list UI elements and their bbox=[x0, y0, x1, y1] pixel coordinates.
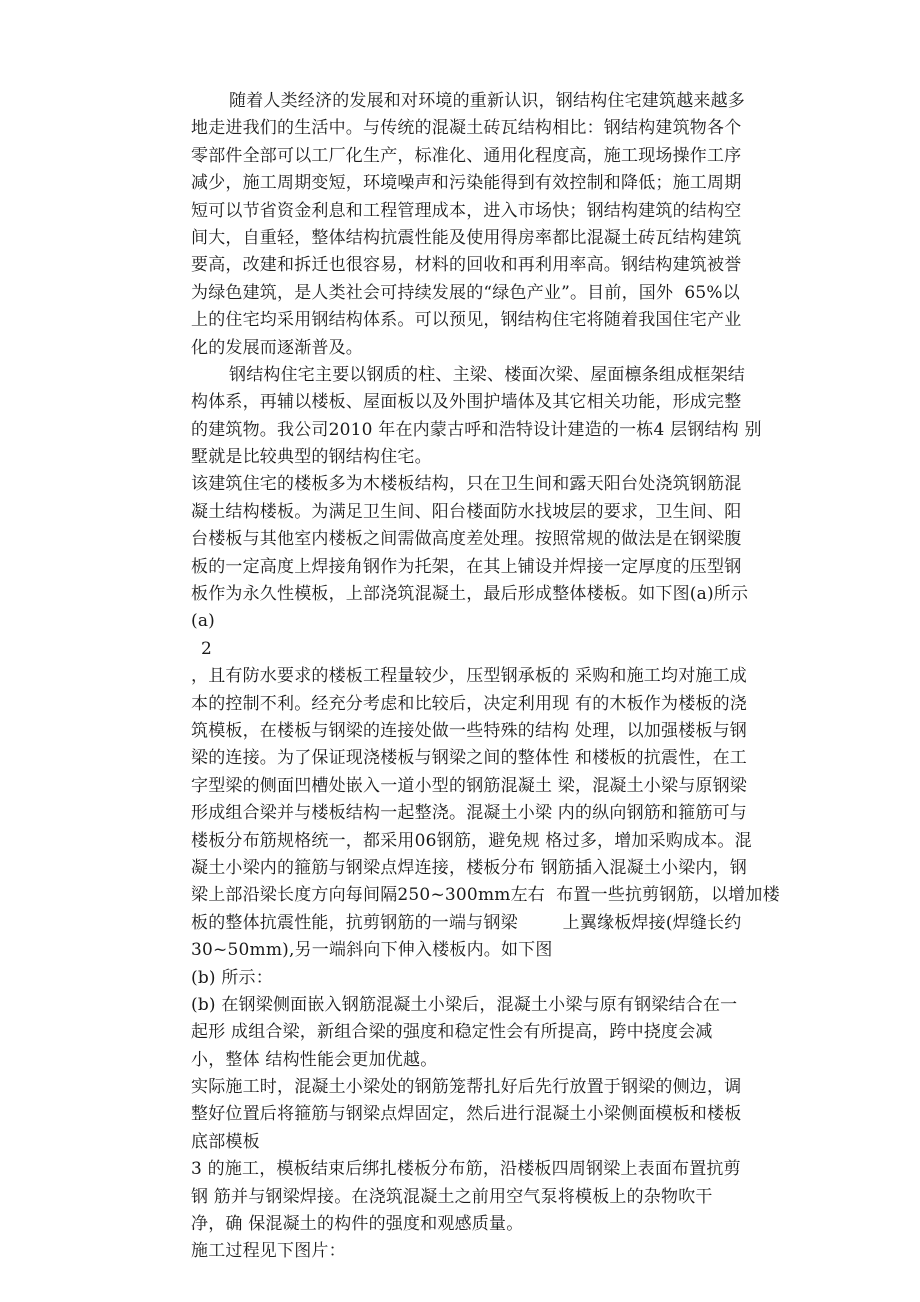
paragraph-line: 楼板分布筋规格统一，都采用06钢筋，避免规 格过多，增加采购成本。混 bbox=[191, 830, 752, 851]
paragraph-line: ，且有防水要求的楼板工程量较少，压型钢承板的 采购和施工均对施工成 bbox=[191, 666, 748, 687]
figure-reference: (b) 所示： bbox=[191, 967, 273, 988]
paragraph-line: 钢 筋并与钢梁焊接。在浇筑混凝土之前用空气泵将模板上的杂物吹干 bbox=[191, 1186, 713, 1207]
paragraph-line: 间大，自重轻，整体结构抗震性能及使用得房率都比混凝土砖瓦结构建筑 bbox=[191, 227, 742, 248]
paragraph-line: 筑模板，在楼板与钢梁的连接处做一些特殊的结构 处理，以加强楼板与钢 bbox=[191, 720, 748, 741]
paragraph-line: 地走进我们的生活中。与传统的混凝土砖瓦结构相比：钢结构建筑物各个 bbox=[191, 118, 742, 139]
paragraph-line: 形成组合梁并与楼板结构一起整浇。混凝土小梁 内的纵向钢筋和箍筋可与 bbox=[191, 803, 748, 824]
paragraph-line: (b) 在钢梁侧面嵌入钢筋混凝土小梁后，混凝土小梁与原有钢梁结合在一 bbox=[191, 994, 738, 1015]
paragraph-line: 零部件全部可以工厂化生产，标准化、通用化程度高，施工现场操作工序 bbox=[191, 145, 742, 166]
paragraph-line: 板的整体抗震性能，抗剪钢筋的一端与钢梁 上翼缘板焊接(焊缝长约 bbox=[191, 912, 742, 933]
paragraph-line: 上的住宅均采用钢结构体系。可以预见，钢结构住宅将随着我国住宅产业 bbox=[191, 310, 742, 331]
paragraph-line: 的建筑物。我公司2010 年在内蒙古呼和浩特设计建造的一栋4 层钢结构 别 bbox=[191, 419, 762, 440]
paragraph-line: 钢结构住宅主要以钢质的柱、主梁、楼面次梁、屋面檩条组成框架结 bbox=[229, 364, 745, 385]
paragraph-line: 减少，施工周期变短，环境噪声和污染能得到有效控制和降低；施工周期 bbox=[191, 173, 742, 194]
paragraph-line: 梁的连接。为了保证现浇楼板与钢梁之间的整体性 和楼板的抗震性，在工 bbox=[191, 748, 748, 769]
paragraph-line: 短可以节省资金利息和工程管理成本，进入市场快；钢结构建筑的结构空 bbox=[191, 200, 742, 221]
paragraph-line: 台楼板与其他室内楼板之间需做高度差处理。按照常规的做法是在钢梁腹 bbox=[191, 529, 742, 550]
document-body bbox=[191, 88, 791, 1266]
paragraph-line: 本的控制不利。经充分考虑和比较后，决定利用现 有的木板作为楼板的浇 bbox=[191, 693, 748, 714]
paragraph-line: 板作为永久性模板，上部浇筑混凝土，最后形成整体楼板。如下图(a)所示 bbox=[191, 584, 749, 605]
figure-reference: (a) bbox=[191, 611, 215, 632]
paragraph-line: 构体系，再辅以楼板、屋面板以及外围护墙体及其它相关功能，形成完整 bbox=[191, 392, 742, 413]
paragraph-line: 30~50mm),另一端斜向下伸入楼板内。如下图 bbox=[191, 940, 553, 961]
paragraph-line: 化的发展而逐渐普及。 bbox=[191, 337, 363, 358]
paragraph-line: 墅就是比较典型的钢结构住宅。 bbox=[191, 447, 432, 468]
paragraph-line: 小，整体 结构性能会更加优越。 bbox=[191, 1049, 438, 1070]
paragraph-line: 实际施工时，混凝土小梁处的钢筋笼帮扎好后先行放置于钢梁的侧边，调 bbox=[191, 1077, 742, 1098]
paragraph-line: 该建筑住宅的楼板多为木楼板结构，只在卫生间和露天阳台处浇筑钢筋混 bbox=[191, 474, 742, 495]
paragraph-line: 字型梁的侧面凹槽处嵌入一道小型的钢筋混凝土 梁，混凝土小梁与原钢梁 bbox=[191, 775, 748, 796]
paragraph-line: 要高，改建和拆迁也很容易，材料的回收和再利用率高。钢结构建筑被誉 bbox=[191, 255, 742, 276]
paragraph-line: 凝土结构楼板。为满足卫生间、阳台楼面防水找坡层的要求，卫生间、阳 bbox=[191, 501, 742, 522]
paragraph-line: 整好位置后将箍筋与钢梁点焊固定，然后进行混凝土小梁侧面模板和楼板 bbox=[191, 1104, 742, 1125]
paragraph-line: 起形 成组合梁，新组合梁的强度和稳定性会有所提高，跨中挠度会减 bbox=[191, 1022, 713, 1043]
paragraph-line: 底部模板 bbox=[191, 1131, 260, 1152]
paragraph-line: 净，确 保混凝土的构件的强度和观感质量。 bbox=[191, 1214, 524, 1235]
paragraph-line: 3 的施工，模板结束后绑扎楼板分布筋，沿楼板四周钢梁上表面布置抗剪 bbox=[191, 1159, 741, 1180]
paragraph-line: 凝土小梁内的箍筋与钢梁点焊连接，楼板分布 钢筋插入混凝土小梁内，钢 bbox=[191, 857, 748, 878]
paragraph-line: 板的一定高度上焊接角钢作为托架，在其上铺设并焊接一定厚度的压型钢 bbox=[191, 556, 742, 577]
paragraph-line: 为绿色建筑，是人类社会可持续发展的“绿色产业”。目前，国外 65%以 bbox=[191, 282, 740, 303]
paragraph-line: 梁上部沿梁长度方向每间隔250~300mm左右 布置一些抗剪钢筋，以增加楼 bbox=[191, 885, 780, 906]
paragraph-line: 随着人类经济的发展和对环境的重新认识，钢结构住宅建筑越来越多 bbox=[229, 91, 745, 111]
paragraph-line: 施工过程见下图片： bbox=[191, 1241, 346, 1262]
figure-number: 2 bbox=[201, 638, 213, 659]
